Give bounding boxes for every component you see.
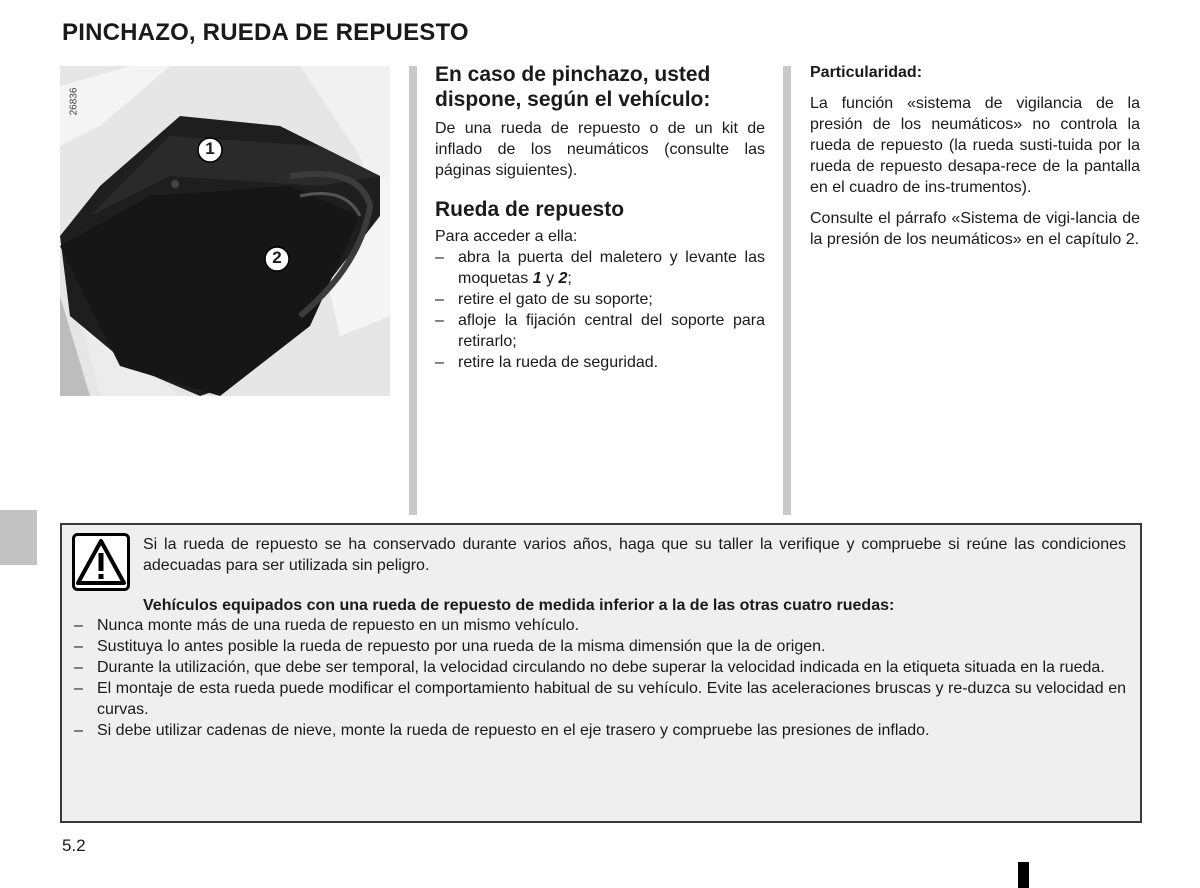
list-item: [435, 310, 765, 352]
heading-particularidad: Particularidad:: [810, 64, 923, 81]
dash-marker: –: [435, 249, 444, 266]
step-ref-1: 1: [532, 270, 542, 287]
trunk-photo: [60, 66, 390, 396]
list-item: [74, 615, 1126, 636]
dash-marker: –: [74, 617, 83, 634]
callout-2: 2: [272, 248, 282, 267]
step-text-end: ;: [567, 270, 572, 287]
column-right: [810, 62, 1140, 250]
step-text: retire el gato de su soporte;: [458, 291, 653, 308]
step-text: afloje la fijación central del soporte para retirarlo;: [458, 312, 765, 350]
access-steps: [435, 247, 765, 373]
figure-ref-code: 26836: [68, 87, 80, 116]
warning-subheading: Vehículos equipados con una rueda de repuesto de medida inferior a la de las otras cuatro ruedas:: [143, 597, 895, 614]
list-item: [74, 720, 1126, 741]
dash-marker: –: [435, 291, 444, 308]
column-middle: [435, 62, 765, 373]
paragraph-particularidad: La función «sistema de vigilancia de la presión de los neumáticos» no controla la rueda de repuesto (la rueda susti-tuida por la rueda de repuesto desapa-rece de la pantalla en el cuadro de ins-trumentos).: [810, 95, 1140, 196]
step-text: abra la puerta del maletero y levante las moquetas: [458, 249, 765, 287]
step-ref-2: 2: [558, 270, 568, 287]
callout-1: 1: [205, 139, 215, 158]
paragraph-pinchazo: De una rueda de repuesto o de un kit de inflado de los neumáticos (consulte las páginas siguientes).: [435, 120, 765, 179]
list-item: [435, 352, 765, 373]
dash-marker: –: [74, 680, 83, 697]
warning-item-text: El montaje de esta rueda puede modificar el comportamiento habitual de su vehículo. Evite las aceleraciones bruscas y re-duzca su velocidad en curvas.: [97, 680, 1126, 718]
list-item: [74, 636, 1126, 657]
list-item: [435, 247, 765, 289]
warning-item-text: Durante la utilización, que debe ser temporal, la velocidad circulando no debe superar la velocidad indicada en la etiqueta situada en la rueda.: [97, 659, 1105, 676]
step-text: retire la rueda de seguridad.: [458, 354, 659, 371]
step-text-mid: y: [541, 270, 559, 287]
column-divider-left: [409, 66, 417, 515]
access-intro: Para acceder a ella:: [435, 228, 578, 245]
dash-marker: –: [435, 312, 444, 329]
warning-item-text: Sustituya lo antes posible la rueda de repuesto por una rueda de la misma dimensión que la de origen.: [97, 638, 826, 655]
heading-pinchazo: En caso de pinchazo, usted dispone, según el vehículo:: [435, 63, 711, 111]
page-number: 5.2: [62, 836, 86, 855]
list-item: [74, 657, 1126, 678]
column-divider-right: [783, 66, 791, 515]
dash-marker: –: [435, 354, 444, 371]
list-item: [435, 289, 765, 310]
warning-list: [74, 615, 1126, 741]
dash-marker: –: [74, 722, 83, 739]
trunk-illustration: [60, 66, 390, 396]
dash-marker: –: [74, 638, 83, 655]
paragraph-consulte: Consulte el párrafo «Sistema de vigi-lancia de la presión de los neumáticos» en el capítulo 2.: [810, 210, 1140, 248]
warning-item-text: Si debe utilizar cadenas de nieve, monte la rueda de repuesto en el eje trasero y compruebe las presiones de inflado.: [97, 722, 930, 739]
list-item: [74, 678, 1126, 720]
chapter-tab: [0, 510, 37, 565]
print-mark: [1018, 862, 1029, 888]
heading-rueda-repuesto: Rueda de repuesto: [435, 198, 625, 221]
page-title: PINCHAZO, RUEDA DE REPUESTO: [62, 19, 469, 46]
warning-item-text: Nunca monte más de una rueda de repuesto en un mismo vehículo.: [97, 617, 580, 634]
dash-marker: –: [74, 659, 83, 676]
warning-icon: [72, 533, 130, 591]
warning-intro: Si la rueda de repuesto se ha conservado durante varios años, haga que su taller la verifique y compruebe si reúne las condiciones adecuadas para ser utilizada sin peligro.: [143, 536, 1126, 574]
